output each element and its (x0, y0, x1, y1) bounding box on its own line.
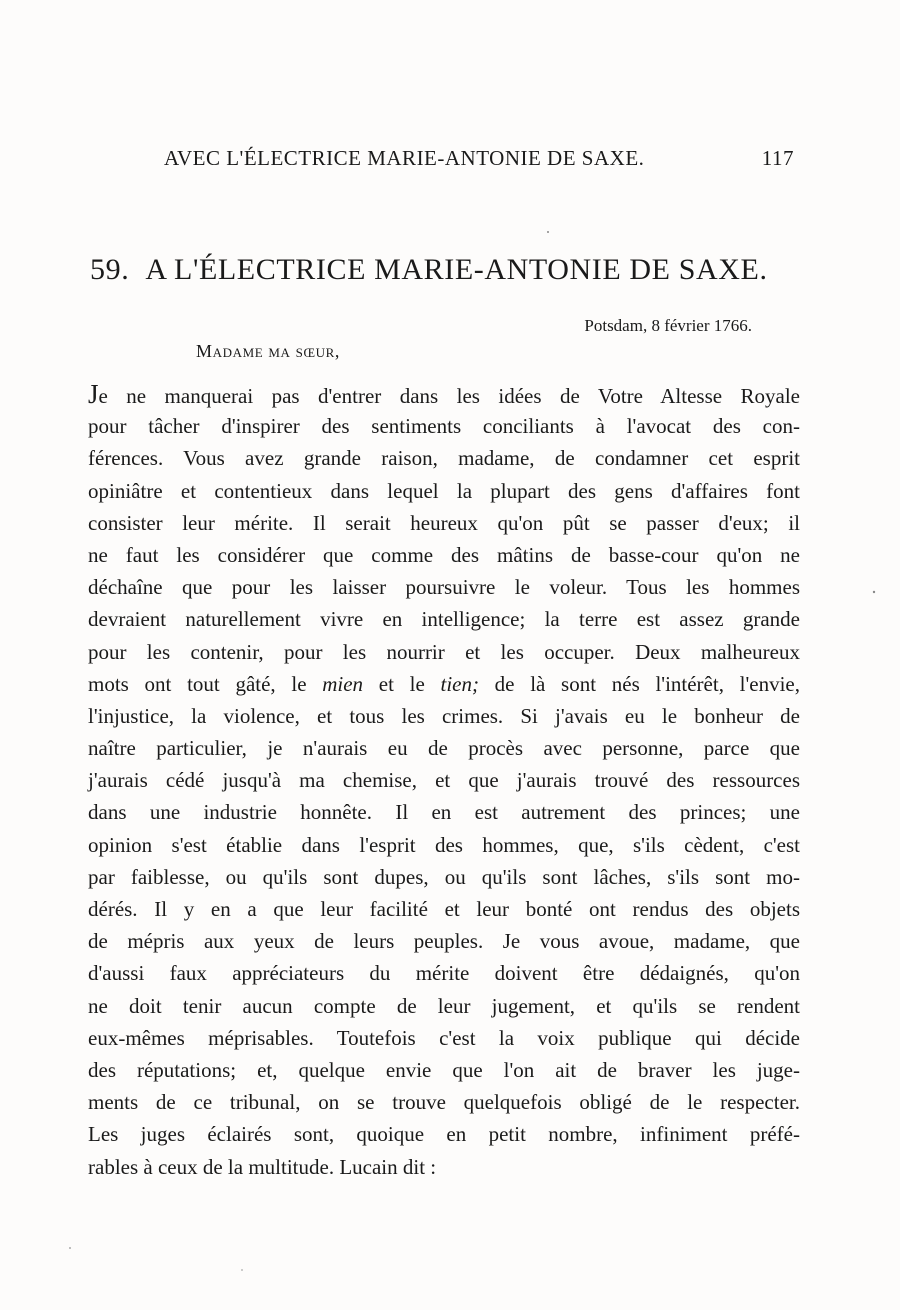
italic-word: mien (322, 671, 364, 696)
line-text: dans une industrie honnête. Il en est autrement des princes; une (88, 800, 800, 825)
salutation-text: Madame ma sœur, (196, 341, 340, 361)
line-text: j'aurais cédé jusqu'à ma chemise, et que j'aurais trouvé des ressources (88, 768, 800, 793)
italic-word: tien; (440, 671, 479, 696)
paper-speck (547, 231, 549, 233)
paper-speck (69, 1247, 71, 1249)
line-text: l'injustice, la violence, et tous les crimes. Si j'avais eu le bonheur de (88, 703, 800, 728)
line-text: ments de ce tribunal, on se trouve quelquefois obligé de le respecter. (88, 1090, 800, 1115)
line-text: et le (363, 671, 441, 696)
line-text: mots ont tout gâté, le (88, 671, 323, 696)
line-text: de mépris aux yeux de leurs peuples. Je vous avoue, madame, que (88, 929, 800, 954)
line-text: pour les contenir, pour les nourrir et les occuper. Deux malheureux (88, 639, 800, 664)
dateline: Potsdam, 8 février 1766. (584, 316, 752, 335)
line-text: rables à ceux de la multitude. Lucain dit : (88, 1154, 437, 1179)
line-text: devraient naturellement vivre en intelligence; la terre est assez grande (88, 607, 800, 632)
paper-speck (241, 1269, 243, 1271)
line-text: dérés. Il y en a que leur facilité et leur bonté ont rendus des objets (88, 897, 800, 921)
line-text: opinion s'est établie dans l'esprit des hommes, que, s'ils cèdent, c'est (88, 832, 800, 857)
line-text: e ne manquerai pas d'entrer dans les idées de Votre Altesse Royale (98, 384, 800, 408)
line-text: naître particulier, je n'aurais eu de procès avec personne, parce que (88, 736, 800, 761)
line-text: eux-mêmes méprisables. Toutefois c'est la voix publique qui décide (88, 1025, 800, 1050)
line-text: consister leur mérite. Il serait heureux qu'on pût se passer d'eux; il (88, 510, 800, 535)
drop-initial: J (88, 379, 99, 409)
letter-title: A L'ÉLECTRICE MARIE-ANTONIE DE SAXE. (145, 253, 768, 286)
line-text: ne faut les considérer que comme des mâtins de basse-cour qu'on ne (88, 542, 800, 567)
line-text: férences. Vous avez grande raison, madame, de condamner cet esprit (88, 446, 800, 471)
line-text: ne doit tenir aucun compte de leur jugement, et qu'ils se rendent (88, 993, 800, 1018)
running-head-title: AVEC L'ÉLECTRICE MARIE-ANTONIE DE SAXE. (164, 146, 645, 170)
paper-speck (873, 591, 875, 593)
letter-number: 59. (90, 253, 130, 286)
line-text: de là sont nés l'intérêt, l'envie, (478, 671, 801, 696)
line-text: opiniâtre et contentieux dans lequel la plupart des gens d'affaires font (88, 478, 800, 503)
line-text: Les juges éclairés sont, quoique en petit nombre, infiniment préfé- (88, 1122, 800, 1147)
line-text: des réputations; et, quelque envie que l'on ait de braver les juge- (88, 1057, 800, 1082)
page-number: 117 (761, 146, 794, 170)
line-text: par faiblesse, ou qu'ils sont dupes, ou qu'ils sont lâches, s'ils sont mo- (88, 864, 800, 889)
line-text: pour tâcher d'inspirer des sentiments conciliants à l'avocat des con- (88, 414, 800, 439)
line-text: d'aussi faux appréciateurs du mérite doivent être dédaignés, qu'on (88, 961, 800, 986)
line-text: déchaîne que pour les laisser poursuivre le voleur. Tous les hommes (88, 575, 800, 600)
